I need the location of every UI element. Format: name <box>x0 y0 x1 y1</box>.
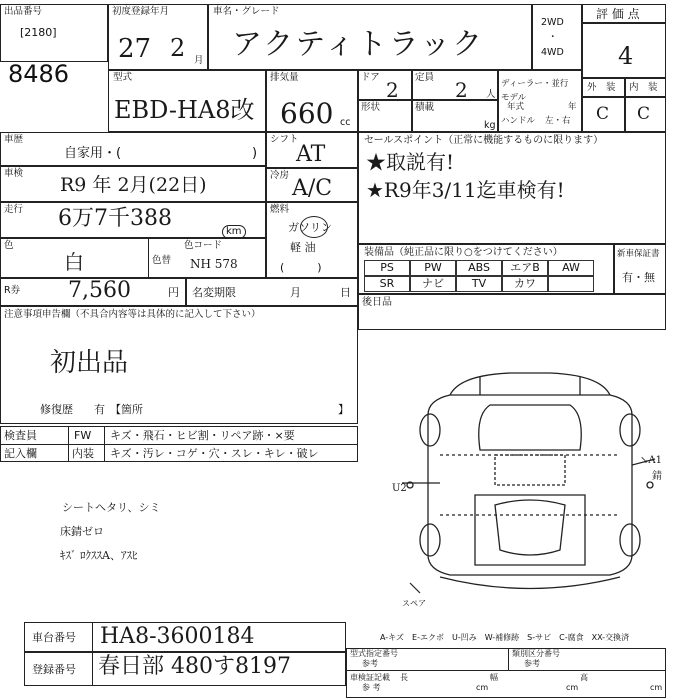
note-line3: ｷｽﾞ ﾛｸｽｽA、ｱｽﾋ <box>60 549 138 562</box>
recycle-value: 7,560 <box>68 278 131 303</box>
term-day: 日 <box>340 286 351 299</box>
sales-point-line2: ★R9年3/11迄車検有! <box>366 178 565 202</box>
drive-4wd: 4WD <box>541 47 564 58</box>
color-label: 色 <box>4 240 14 251</box>
inspector-label: 検査員 <box>4 429 37 442</box>
term-label: 名変期限 <box>192 286 236 299</box>
equipment-item: カワ <box>514 277 536 290</box>
ac-value: A/C <box>292 176 333 201</box>
repair-label: 修復歴 <box>40 403 73 416</box>
shift-value: AT <box>296 142 326 167</box>
length-cm: cm <box>476 683 489 692</box>
equipment-item: TV <box>471 277 487 290</box>
model-label: 型式 <box>113 72 133 83</box>
chassis-value: HA8-3600184 <box>100 624 255 649</box>
year-unit: 年 <box>568 102 577 112</box>
vehicle-diagram <box>400 355 660 605</box>
lot-small: [2180] <box>20 26 57 39</box>
note-line1: シートヘタリ、シミ <box>62 501 161 514</box>
car-name: アクティトラック <box>232 27 485 62</box>
height-label: 高 <box>580 673 588 682</box>
declaration-label: 注意事項申告欄（不具合内容等は具体的に記入して下さい） <box>4 309 261 320</box>
equipment-item: AW <box>562 261 580 274</box>
diagram-left-mark: U2 <box>392 483 407 494</box>
load-unit: kg <box>484 120 496 131</box>
repair-value: 有 <box>94 403 105 416</box>
capacity-label: 定員 <box>415 72 435 83</box>
warranty-value: 有・無 <box>622 271 655 284</box>
exterior-label: 外 装 <box>587 82 616 93</box>
diagram-legend: A-キズ E-エクボ U-凹み W-補修跡 S-サビ C-腐食 XX-交換済 <box>380 633 630 642</box>
repair-close: 】 <box>338 403 349 416</box>
interior-label: 内 装 <box>629 82 658 93</box>
cert-sub-ref: 参 考 <box>362 683 381 692</box>
shape-label: 形状 <box>361 102 381 113</box>
equipment-item: エアB <box>510 261 540 274</box>
tone-label: 色替 <box>152 255 172 266</box>
late-doc-box <box>358 294 666 330</box>
score-divider <box>582 22 666 24</box>
color-value: 白 <box>64 250 84 274</box>
fuel-diesel: 軽 油 <box>290 241 316 254</box>
lot-number: 8486 <box>8 60 70 88</box>
height-cm: cm <box>650 683 663 692</box>
fuel-label: 燃料 <box>270 204 290 215</box>
type-cert-vline <box>508 648 509 670</box>
history-box <box>0 132 266 166</box>
equipment-label: 装備品（純正品に限り○をつけてください） <box>364 247 563 258</box>
fuel-gasoline-circle <box>300 216 328 238</box>
note-line2: 床錆ゼロ <box>60 525 104 538</box>
ext-int-vdivider <box>624 78 626 132</box>
equipment-item: PW <box>424 261 442 274</box>
capacity-value: 2 <box>455 78 468 102</box>
color-code-value: NH 578 <box>190 257 238 271</box>
equipment-item: ABS <box>468 261 490 274</box>
inspector-vline1 <box>68 426 69 462</box>
type-cert-ref: 参考 <box>362 659 378 668</box>
class-ref: 参考 <box>524 659 540 668</box>
diagram-bottom-mark: スペア <box>402 599 426 608</box>
displacement-label: 排気量 <box>270 72 299 83</box>
writer-label: 記入欄 <box>4 447 37 460</box>
inspector-row2: キズ・汚レ・コゲ・穴・スレ・キレ・破レ <box>110 447 319 460</box>
reg-divider <box>92 652 93 686</box>
model-value: EBD-HA8改 <box>114 96 255 124</box>
late-doc-label: 後日品 <box>362 297 392 308</box>
score-label: 評 価 点 <box>596 7 640 21</box>
displacement-unit: cc <box>340 117 351 128</box>
diagram-right-mark1: ↘A1 <box>640 455 662 466</box>
reg-label: 登録番号 <box>32 663 76 676</box>
doors-value: 2 <box>386 78 399 102</box>
inspection-value: R9 年 2月(22日) <box>60 174 207 196</box>
handle-value: 左・右 <box>545 116 571 126</box>
inspector-row1: キズ・飛石・ヒビ割・リペア跡・×要 <box>110 429 295 442</box>
first-reg-year: 27 <box>118 34 152 64</box>
type-cert-hline <box>346 670 666 671</box>
recycle-label: R券 <box>4 285 21 296</box>
equipment-item: SR <box>379 277 395 290</box>
equipment-item: ナビ <box>422 277 444 290</box>
term-month: 月 <box>290 286 301 299</box>
shift-label: シフト <box>270 134 299 145</box>
score-value: 4 <box>618 42 634 70</box>
inspector-hline <box>0 444 358 445</box>
warranty-label: 新車保証書 <box>617 249 660 259</box>
fw-label: FW <box>74 429 92 442</box>
width-cm: cm <box>566 683 579 692</box>
model-year-label: モデル <box>501 93 527 103</box>
class-label: 類別区分番号 <box>512 649 560 658</box>
month-unit: 月 <box>194 55 204 66</box>
drive-dot: ・ <box>548 32 558 43</box>
fuel-gasoline: ガソリン <box>288 221 332 234</box>
chassis-label: 車台番号 <box>32 631 76 644</box>
chassis-divider <box>92 622 93 652</box>
car-name-label: 車名・グレード <box>213 6 280 17</box>
first-reg-label: 初度登録年月 <box>112 6 170 17</box>
load-label: 積載 <box>415 102 435 113</box>
repair-place: 【箇所 <box>110 403 143 416</box>
history-value: 自家用・( <box>64 146 122 161</box>
equipment-cell <box>548 276 594 292</box>
declaration-value: 初出品 <box>50 348 129 378</box>
first-reg-month: 2 <box>170 34 186 62</box>
mileage-value: 6万7千388 <box>58 206 172 231</box>
color-divider <box>148 238 149 278</box>
mileage-unit: km <box>222 225 246 239</box>
ext-int-hdivider <box>582 96 666 98</box>
model-year-sub: 年式 <box>507 102 525 112</box>
history-label: 車歴 <box>4 134 24 145</box>
inspector-vline2 <box>104 426 105 462</box>
lot-label: 出品番号 <box>4 6 43 17</box>
reg-value: 春日部 480す8197 <box>98 654 291 679</box>
doors-label: ドア <box>361 72 380 83</box>
sales-point-label: セールスポイント（正常に機能するものに限ります） <box>364 135 604 146</box>
width-label: 幅 <box>490 673 498 682</box>
exterior-grade: C <box>596 104 610 124</box>
interior-grade: C <box>637 104 651 124</box>
int-label: 内装 <box>72 447 94 460</box>
fuel-paren: ( ) <box>280 261 322 274</box>
equipment-item: PS <box>380 261 394 274</box>
drive-2wd: 2WD <box>541 17 564 28</box>
dealer-label: ディーラー・並行 <box>501 79 569 89</box>
cert-label: 車検証記載 <box>350 673 390 682</box>
handle-label: ハンドル <box>501 116 536 126</box>
length-label: 長 <box>400 673 408 682</box>
mileage-label: 走行 <box>4 204 24 215</box>
sales-point-line1: ★取説有! <box>366 150 455 174</box>
recycle-unit: 円 <box>168 286 179 299</box>
color-code-label: 色コード <box>184 240 223 251</box>
type-cert-label: 型式指定番号 <box>350 649 398 658</box>
displacement-value: 660 <box>280 97 334 130</box>
history-paren: ) <box>252 146 258 161</box>
ac-label: 冷房 <box>270 170 290 181</box>
diagram-right-mark2: 錆 <box>652 471 662 482</box>
capacity-unit: 人 <box>486 89 496 100</box>
inspection-label: 車検 <box>4 168 24 179</box>
